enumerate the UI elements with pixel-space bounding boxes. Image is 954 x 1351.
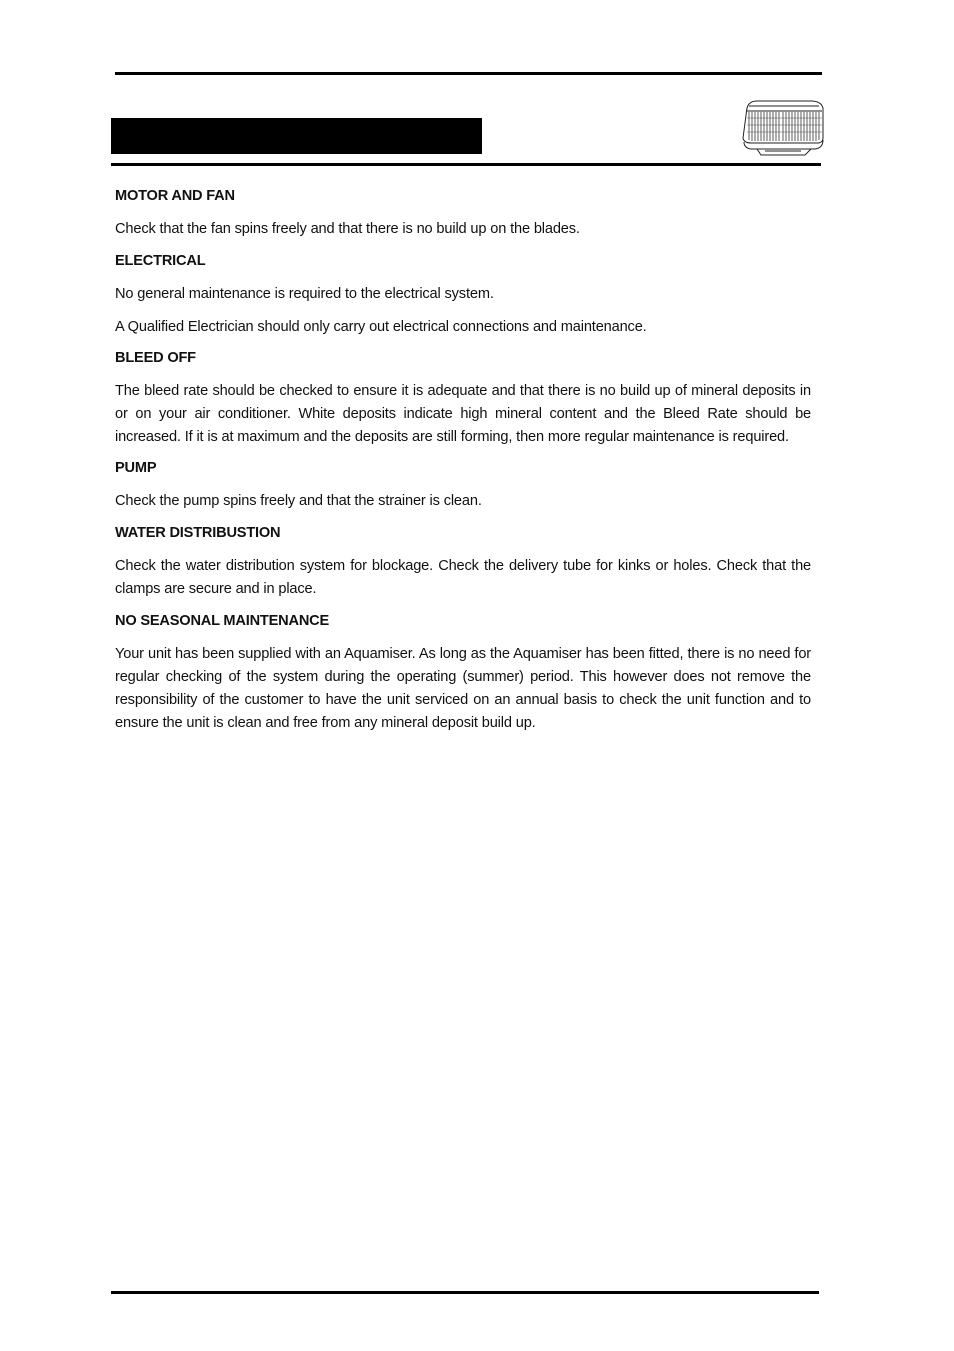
header-title-bar xyxy=(111,118,482,154)
paragraph-no-seasonal-maintenance: Your unit has been supplied with an Aquamiser. As long as the Aquamiser has been fitted, there is no need for regular checking of the system during the operating (summer) period. This however does not remove the responsibility of the customer to have the unit serviced on an annual basis to check the unit function and to ensure the unit is clean and free from any mineral deposit build up. xyxy=(115,646,811,731)
paragraph-pump: Check the pump spins freely and that the strainer is clean. xyxy=(115,493,482,509)
paragraph-bleed-off: The bleed rate should be checked to ensure it is adequate and that there is no build up of mineral deposits in or on your air conditioner. White deposits indicate high mineral content and the Bleed Rate should be increased. If it is at maximum and the deposits are still forming, then more regular maintenance is required. xyxy=(115,383,811,445)
section-heading-bleed-off: BLEED OFF xyxy=(115,350,196,366)
maintenance-content xyxy=(115,186,811,735)
section-heading-pump: PUMP xyxy=(115,460,157,476)
paragraph-water-distribution: Check the water distribution system for blockage. Check the delivery tube for kinks or holes. Check that the clamps are secure and in place. xyxy=(115,558,811,597)
section-heading-no-seasonal-maintenance: NO SEASONAL MAINTENANCE xyxy=(115,613,330,629)
top-rule xyxy=(115,72,822,75)
paragraph-electrical-qualified: A Qualified Electrician should only carry out electrical connections and maintenance. xyxy=(115,319,647,335)
section-heading-electrical: ELECTRICAL xyxy=(115,253,206,269)
section-heading-motor-and-fan: MOTOR AND FAN xyxy=(115,188,235,204)
paragraph-motor-and-fan: Check that the fan spins freely and that there is no build up on the blades. xyxy=(115,221,580,237)
paragraph-electrical-general: No general maintenance is required to the electrical system. xyxy=(115,286,494,302)
evaporative-cooler-icon xyxy=(739,98,825,158)
header-rule xyxy=(111,163,821,166)
footer-rule xyxy=(111,1291,819,1294)
section-heading-water-distribution: WATER DISTRIBUSTION xyxy=(115,525,281,541)
